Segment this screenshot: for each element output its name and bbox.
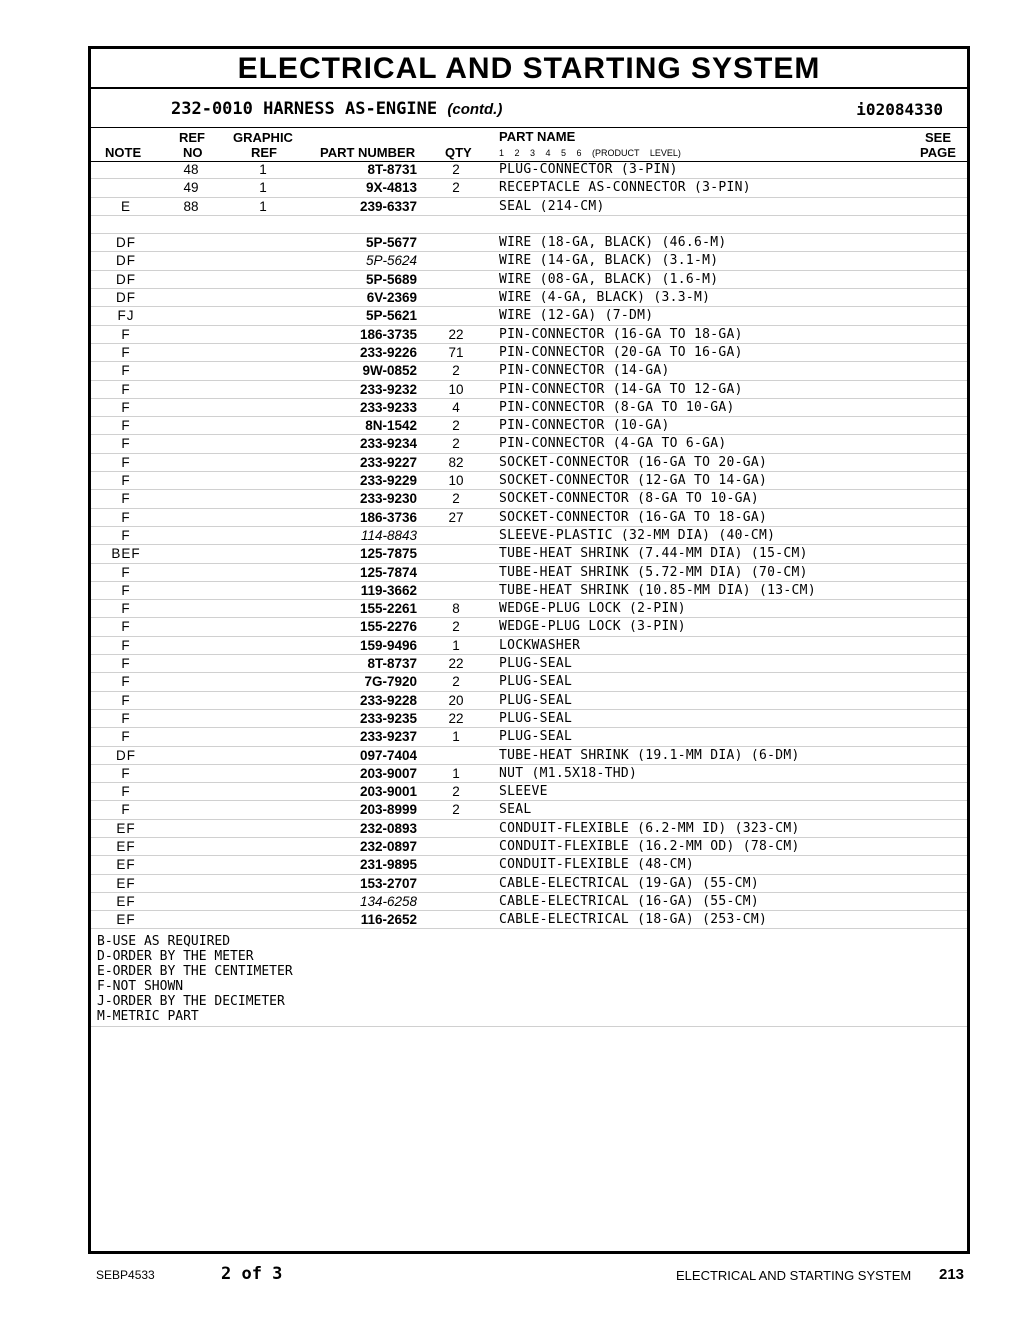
cell-qty: 8 xyxy=(452,601,460,617)
cell-part-name: PIN-CONNECTOR (10-GA) xyxy=(499,418,670,434)
cell-qty: 2 xyxy=(452,436,460,452)
cell-part-number: 8T-8731 xyxy=(367,162,417,177)
table-row xyxy=(91,362,967,380)
table-row xyxy=(91,600,967,618)
cell-graphic-ref: 1 xyxy=(259,198,267,214)
column-header xyxy=(91,127,967,162)
cell-part-number: 233-9228 xyxy=(359,692,417,708)
cell-part-name: SLEEVE-PLASTIC (32-MM DIA) (40-CM) xyxy=(499,527,776,543)
cell-part-number: 203-9001 xyxy=(359,784,417,800)
cell-note: F xyxy=(121,418,131,434)
table-row xyxy=(91,198,967,216)
table-row xyxy=(91,875,967,893)
cell-part-number: 8N-1542 xyxy=(365,418,417,434)
col-gref-bottom: REF xyxy=(251,145,277,160)
table-row xyxy=(91,838,967,856)
cell-note: F xyxy=(121,436,131,452)
cell-note: F xyxy=(121,765,131,781)
parts-table xyxy=(91,161,967,929)
cell-part-number: 233-9237 xyxy=(359,729,417,745)
table-row xyxy=(91,252,967,270)
cell-note: DF xyxy=(116,290,136,306)
table-row xyxy=(91,692,967,710)
cell-part-name: SOCKET-CONNECTOR (12-GA TO 14-GA) xyxy=(499,473,768,489)
cell-qty: 2 xyxy=(452,619,460,635)
cell-note: DF xyxy=(116,747,136,763)
cell-qty: 2 xyxy=(452,162,460,177)
note-line: M-METRIC PART xyxy=(97,1009,199,1024)
cell-qty: 2 xyxy=(452,180,460,196)
table-row xyxy=(91,289,967,307)
cell-part-name: TUBE-HEAT SHRINK (7.44-MM DIA) (15-CM) xyxy=(499,546,808,562)
table-row xyxy=(91,527,967,545)
cell-graphic-ref: 1 xyxy=(259,162,267,177)
table-row xyxy=(91,179,967,197)
table-row xyxy=(91,454,967,472)
cell-note: F xyxy=(121,674,131,690)
cell-note: F xyxy=(121,363,131,379)
table-row xyxy=(91,326,967,344)
cell-note: FJ xyxy=(117,308,135,324)
cell-note: EF xyxy=(116,820,136,836)
group-contd: (contd.) xyxy=(447,101,503,118)
table-row xyxy=(91,564,967,582)
cell-part-number: 186-3735 xyxy=(359,326,417,342)
group-title xyxy=(171,99,502,119)
group-header xyxy=(91,87,967,128)
col-product-level: 1 2 3 4 5 6 (PRODUCT LEVEL) xyxy=(499,148,681,158)
cell-part-name: PIN-CONNECTOR (8-GA TO 10-GA) xyxy=(499,399,735,415)
table-row xyxy=(91,472,967,490)
cell-ref-no: 49 xyxy=(183,180,199,196)
cell-qty: 27 xyxy=(448,509,464,525)
cell-note: F xyxy=(121,454,131,470)
table-row xyxy=(91,234,967,252)
table-row xyxy=(91,820,967,838)
cell-part-name: PIN-CONNECTOR (16-GA TO 18-GA) xyxy=(499,326,743,342)
cell-note: BEF xyxy=(111,546,141,562)
cell-note: F xyxy=(121,637,131,653)
cell-part-name: PIN-CONNECTOR (14-GA TO 12-GA) xyxy=(499,381,743,397)
cell-part-number: 232-0897 xyxy=(359,838,417,854)
cell-note: F xyxy=(121,326,131,342)
cell-note: F xyxy=(121,692,131,708)
cell-part-number: 233-9230 xyxy=(359,491,417,507)
cell-note: F xyxy=(121,527,131,543)
cell-note: F xyxy=(121,601,131,617)
cell-part-name: WIRE (18-GA, BLACK) (46.6-M) xyxy=(499,235,727,251)
cell-note: DF xyxy=(116,235,136,251)
table-row xyxy=(91,509,967,527)
cell-part-name: SOCKET-CONNECTOR (16-GA TO 20-GA) xyxy=(499,454,768,470)
cell-qty: 4 xyxy=(452,399,460,415)
cell-part-name: PLUG-SEAL xyxy=(499,729,573,745)
table-row xyxy=(91,216,967,234)
cell-part-name: CONDUIT-FLEXIBLE (48-CM) xyxy=(499,857,695,873)
cell-part-name: PIN-CONNECTOR (14-GA) xyxy=(499,363,670,379)
cell-note: E xyxy=(120,198,131,214)
table-row xyxy=(91,911,967,929)
cell-part-name: PIN-CONNECTOR (20-GA TO 16-GA) xyxy=(499,344,743,360)
page-title: ELECTRICAL AND STARTING SYSTEM xyxy=(91,49,967,89)
table-row xyxy=(91,417,967,435)
cell-qty: 22 xyxy=(448,710,464,726)
note-line: B-USE AS REQUIRED xyxy=(97,934,231,949)
table-row xyxy=(91,435,967,453)
col-gref-top: GRAPHIC xyxy=(233,130,293,145)
cell-note: F xyxy=(121,784,131,800)
cell-part-name: TUBE-HEAT SHRINK (5.72-MM DIA) (70-CM) xyxy=(499,564,808,580)
cell-part-name: LOCKWASHER xyxy=(499,637,581,653)
note-line: J-ORDER BY THE DECIMETER xyxy=(97,994,285,1009)
cell-part-name: NUT (M1.5X18-THD) xyxy=(499,765,638,781)
cell-note: F xyxy=(121,491,131,507)
cell-note: F xyxy=(121,729,131,745)
note-line: E-ORDER BY THE CENTIMETER xyxy=(97,964,293,979)
cell-part-name: CONDUIT-FLEXIBLE (6.2-MM ID) (323-CM) xyxy=(499,820,800,836)
table-row xyxy=(91,344,967,362)
col-see-top: SEE xyxy=(925,130,952,145)
cell-note: F xyxy=(121,564,131,580)
cell-note: F xyxy=(121,509,131,525)
cell-note: F xyxy=(121,399,131,415)
cell-graphic-ref: 1 xyxy=(259,180,267,196)
table-row xyxy=(91,747,967,765)
col-ref-top: REF xyxy=(179,130,205,145)
cell-part-name: CABLE-ELECTRICAL (19-GA) (55-CM) xyxy=(499,875,760,891)
cell-qty: 1 xyxy=(452,637,460,653)
cell-part-number: 134-6258 xyxy=(359,893,417,909)
note-line: F-NOT SHOWN xyxy=(97,979,184,994)
cell-part-number: 116-2652 xyxy=(360,912,417,928)
cell-part-name: SEAL xyxy=(499,802,532,818)
col-ref-bottom: NO xyxy=(183,145,203,160)
cell-note: EF xyxy=(116,875,136,891)
cell-part-number: 7G-7920 xyxy=(364,674,417,690)
cell-part-number: 203-8999 xyxy=(359,802,417,818)
cell-qty: 2 xyxy=(452,363,460,379)
cell-part-number: 233-9229 xyxy=(359,473,417,489)
cell-qty: 10 xyxy=(448,381,464,397)
cell-part-name: WIRE (08-GA, BLACK) (1.6-M) xyxy=(499,271,719,287)
cell-qty: 1 xyxy=(452,765,460,781)
cell-qty: 22 xyxy=(448,326,464,342)
cell-note: F xyxy=(121,802,131,818)
cell-part-name: RECEPTACLE AS-CONNECTOR (3-PIN) xyxy=(499,180,751,196)
cell-note: F xyxy=(121,619,131,635)
cell-part-name: PIN-CONNECTOR (4-GA TO 6-GA) xyxy=(499,436,727,452)
cell-qty: 71 xyxy=(448,344,464,360)
cell-part-name: CABLE-ELECTRICAL (16-GA) (55-CM) xyxy=(499,893,760,909)
cell-qty: 2 xyxy=(452,802,460,818)
table-row xyxy=(91,801,967,819)
cell-part-number: 233-9227 xyxy=(359,454,417,470)
cell-part-number: 233-9235 xyxy=(359,710,417,726)
cell-part-number: 9W-0852 xyxy=(362,363,417,379)
cell-part-number: 153-2707 xyxy=(359,875,417,891)
group-title-text: 232-0010 HARNESS AS-ENGINE xyxy=(171,99,438,119)
cell-part-name: PLUG-CONNECTOR (3-PIN) xyxy=(499,162,678,177)
cell-part-number: 125-7874 xyxy=(359,564,417,580)
footer-page-number: 213 xyxy=(939,1266,965,1283)
cell-part-name: CABLE-ELECTRICAL (18-GA) (253-CM) xyxy=(499,912,768,928)
cell-part-name: WIRE (12-GA) (7-DM) xyxy=(499,308,654,324)
col-part-number: PART NUMBER xyxy=(320,145,416,160)
cell-part-name: CONDUIT-FLEXIBLE (16.2-MM OD) (78-CM) xyxy=(499,838,800,854)
cell-part-number: 159-9496 xyxy=(359,637,417,653)
cell-part-name: PLUG-SEAL xyxy=(499,656,573,672)
cell-part-name: SEAL (214-CM) xyxy=(499,198,605,214)
cell-part-name: TUBE-HEAT SHRINK (19.1-MM DIA) (6-DM) xyxy=(499,747,800,763)
col-see-bottom: PAGE xyxy=(920,145,956,160)
notes-divider xyxy=(91,1026,967,1027)
cell-part-number: 114-8843 xyxy=(360,527,417,543)
cell-part-name: SLEEVE xyxy=(499,784,548,800)
table-row xyxy=(91,307,967,325)
cell-part-number: 125-7875 xyxy=(359,546,417,562)
table-row xyxy=(91,710,967,728)
cell-part-number: 233-9233 xyxy=(359,399,417,415)
cell-note: F xyxy=(121,344,131,360)
cell-note: F xyxy=(121,656,131,672)
cell-part-number: 097-7404 xyxy=(359,747,417,763)
cell-part-name: SOCKET-CONNECTOR (8-GA TO 10-GA) xyxy=(499,491,760,507)
cell-part-name: PLUG-SEAL xyxy=(499,710,573,726)
footer-section: ELECTRICAL AND STARTING SYSTEM xyxy=(676,1268,912,1283)
cell-note: EF xyxy=(116,838,136,854)
table-row xyxy=(91,618,967,636)
cell-part-number: 155-2261 xyxy=(359,601,417,617)
table-row xyxy=(91,728,967,746)
footer-doc-number: SEBP4533 xyxy=(96,1268,155,1282)
col-qty: QTY xyxy=(445,145,472,160)
cell-note: F xyxy=(121,582,131,598)
cell-qty: 2 xyxy=(452,674,460,690)
cell-part-number: 233-9226 xyxy=(359,344,417,360)
table-row xyxy=(91,673,967,691)
cell-part-number: 9X-4813 xyxy=(365,180,417,196)
cell-qty: 1 xyxy=(452,729,460,745)
table-row xyxy=(91,545,967,563)
table-row xyxy=(91,856,967,874)
notes-legend xyxy=(97,934,293,1024)
cell-qty: 2 xyxy=(452,491,460,507)
page-footer xyxy=(0,1262,1020,1292)
illustration-id: i02084330 xyxy=(856,100,943,119)
table-row xyxy=(91,783,967,801)
cell-part-number: 203-9007 xyxy=(359,765,417,781)
cell-part-number: 232-0893 xyxy=(359,820,417,836)
cell-part-number: 186-3736 xyxy=(359,509,417,525)
cell-qty: 2 xyxy=(452,418,460,434)
table-row xyxy=(91,637,967,655)
cell-part-name: WIRE (4-GA, BLACK) (3.3-M) xyxy=(499,290,711,306)
cell-part-number: 239-6337 xyxy=(359,198,417,214)
cell-ref-no: 88 xyxy=(183,198,199,214)
cell-part-name: PLUG-SEAL xyxy=(499,692,573,708)
cell-part-name: TUBE-HEAT SHRINK (10.85-MM DIA) (13-CM) xyxy=(499,582,816,598)
cell-part-name: PLUG-SEAL xyxy=(499,674,573,690)
cell-part-number: 233-9234 xyxy=(359,436,417,452)
cell-part-number: 5P-5624 xyxy=(365,253,417,269)
footer-page-of: 2 of 3 xyxy=(221,1264,283,1284)
table-row xyxy=(91,893,967,911)
cell-qty: 22 xyxy=(448,656,464,672)
table-row xyxy=(91,655,967,673)
cell-part-name: WEDGE-PLUG LOCK (2-PIN) xyxy=(499,601,686,617)
col-note: NOTE xyxy=(105,145,142,160)
cell-part-number: 8T-8737 xyxy=(367,656,417,672)
page-frame xyxy=(88,46,970,1254)
cell-part-number: 231-9895 xyxy=(359,857,417,873)
cell-qty: 10 xyxy=(448,473,464,489)
cell-note: EF xyxy=(116,857,136,873)
cell-qty: 2 xyxy=(452,784,460,800)
cell-part-number: 5P-5689 xyxy=(365,271,417,287)
cell-part-name: SOCKET-CONNECTOR (16-GA TO 18-GA) xyxy=(499,509,768,525)
table-row xyxy=(91,765,967,783)
cell-ref-no: 48 xyxy=(183,162,199,177)
table-row xyxy=(91,381,967,399)
cell-part-number: 5P-5677 xyxy=(365,235,417,251)
cell-note: DF xyxy=(116,271,136,287)
cell-note: F xyxy=(121,710,131,726)
cell-part-number: 119-3662 xyxy=(360,582,417,598)
cell-qty: 82 xyxy=(448,454,464,470)
cell-note: EF xyxy=(116,893,136,909)
table-row xyxy=(91,490,967,508)
cell-note: DF xyxy=(116,253,136,269)
table-row xyxy=(91,582,967,600)
cell-note: F xyxy=(121,381,131,397)
cell-part-number: 6V-2369 xyxy=(366,290,417,306)
table-row xyxy=(91,399,967,417)
cell-part-number: 233-9232 xyxy=(359,381,417,397)
cell-part-name: WIRE (14-GA, BLACK) (3.1-M) xyxy=(499,253,719,269)
cell-part-number: 155-2276 xyxy=(359,619,417,635)
cell-part-name: WEDGE-PLUG LOCK (3-PIN) xyxy=(499,619,686,635)
col-part-name: PART NAME xyxy=(499,129,576,144)
cell-note: F xyxy=(121,473,131,489)
table-row xyxy=(91,271,967,289)
cell-qty: 20 xyxy=(448,692,464,708)
cell-note: EF xyxy=(116,912,136,928)
note-line: D-ORDER BY THE METER xyxy=(97,949,254,964)
cell-part-number: 5P-5621 xyxy=(365,308,417,324)
table-row xyxy=(91,161,967,179)
